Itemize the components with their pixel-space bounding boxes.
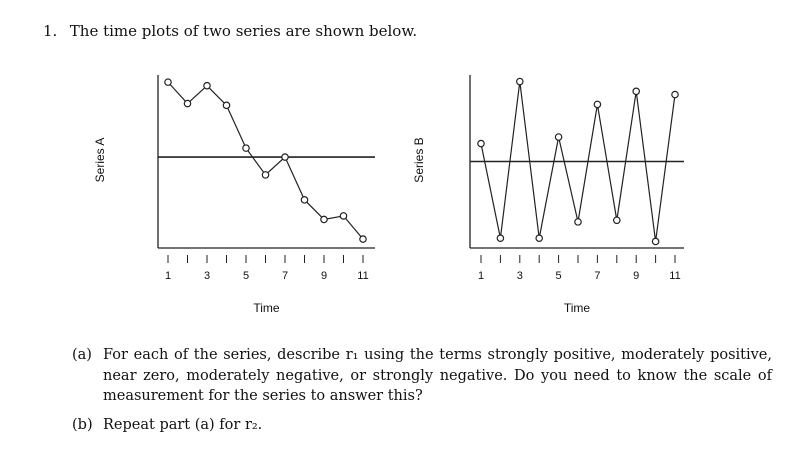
plot-a-data-point <box>340 213 346 219</box>
plot-a-data-point <box>360 236 366 242</box>
question-number: 1. <box>43 22 58 40</box>
plot-b-data-point <box>672 91 678 97</box>
plot-a-data-point <box>165 79 171 85</box>
plot-a-data-point <box>243 145 249 151</box>
part-a-text: For each of the series, describe r₁ using the terms strongly positive, moderately positive, near zero, moderately negative, or strongly negative. Do you need to know the scale of measurement for the series to answer this? <box>103 347 772 404</box>
part-a <box>72 345 772 407</box>
plot-b-data-point <box>555 134 561 140</box>
part-b-label: (b) <box>72 416 93 433</box>
plot-b-data-point <box>497 235 503 241</box>
plot-b-data-point <box>594 101 600 107</box>
plot-a-data-point <box>321 216 327 222</box>
plot-a-data-point <box>301 197 307 203</box>
part-b-text: Repeat part (a) for r₂. <box>103 416 263 433</box>
plot-b-data-point <box>575 219 581 225</box>
plot-a-data-point <box>223 102 229 108</box>
plot-a-x-tick-label: 9 <box>320 270 328 282</box>
plot-a-series-line <box>168 82 363 239</box>
plot-b-x-label: Time <box>563 301 591 315</box>
plot-b-data-point <box>536 235 542 241</box>
plot-b-x-tick-label: 11 <box>669 270 681 282</box>
plot-b-x-tick-label: 9 <box>633 270 640 282</box>
plot-a-x-label: Time <box>253 301 280 315</box>
plot-b-data-point <box>614 217 620 223</box>
plot-a-x-tick-label: 3 <box>203 270 211 282</box>
plot-b-x-tick-label: 3 <box>516 270 523 282</box>
part-b <box>72 415 772 436</box>
plot-a-y-label: Series A <box>93 137 107 183</box>
plot-a-x-tick-label: 1 <box>164 270 172 282</box>
plot-b-x-tick-label: 1 <box>477 270 485 282</box>
plot-b-data-point <box>633 88 639 94</box>
plot-b-data-point <box>652 238 658 244</box>
plot-a-data-point <box>282 154 288 160</box>
question-text: The time plots of two series are shown below. <box>69 22 418 40</box>
plot-a-data-point <box>204 83 210 89</box>
plot-a-x-tick-label: 7 <box>281 270 289 282</box>
plot-b-y-label: Series B <box>412 137 426 183</box>
plot-a-data-point <box>262 172 268 178</box>
part-a-label: (a) <box>72 347 92 363</box>
question-parts <box>72 345 772 435</box>
plot-a-data-point <box>184 100 190 106</box>
plot-b-x-tick-label: 7 <box>594 270 601 282</box>
plot-b-x-tick-label: 5 <box>555 270 562 282</box>
plot-b-data-point <box>478 140 484 146</box>
plot-a-x-tick-label: 5 <box>242 270 250 282</box>
plot-a-x-tick-label: 11 <box>357 270 369 282</box>
plot-b-data-point <box>517 78 523 84</box>
